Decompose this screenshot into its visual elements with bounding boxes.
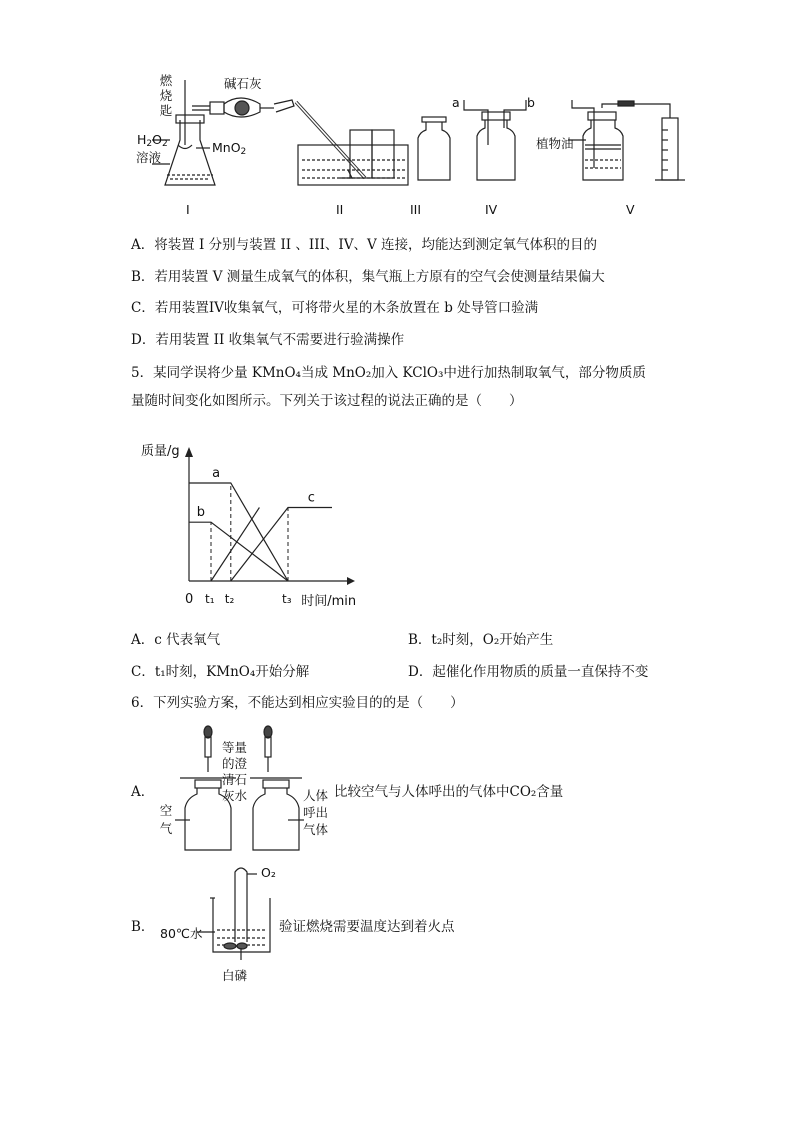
q6b-water-label: 80℃水 bbox=[160, 926, 203, 941]
mno2-text: MnO bbox=[212, 140, 241, 155]
rising-line bbox=[211, 508, 259, 582]
series-a bbox=[189, 483, 288, 581]
exhaled-line-1: 人体 bbox=[303, 788, 329, 803]
burn-spoon-char-2: 烧 bbox=[159, 88, 173, 103]
mno2-sub: 2 bbox=[240, 147, 247, 157]
device-v-bottle bbox=[568, 100, 685, 180]
dropper-label-line-2: 的澄 bbox=[222, 756, 248, 771]
q5-option-d: D．起催化作用物质的质量一直保持不变 bbox=[408, 664, 649, 680]
right-bottle bbox=[250, 778, 304, 850]
burn-spoon-label bbox=[158, 73, 174, 118]
q5-option-a: A．c 代表氧气 bbox=[131, 632, 221, 648]
dropper-label-line-1: 等量 bbox=[222, 740, 248, 755]
origin-label: 0 bbox=[185, 592, 194, 607]
y-axis-label: 质量/g bbox=[141, 444, 180, 459]
device-iii-bottle bbox=[418, 117, 450, 180]
device-ii-trough bbox=[296, 102, 408, 185]
q6a-dropper-label bbox=[222, 740, 247, 804]
tube-b-label: b bbox=[527, 95, 535, 110]
q5-stem-line1: 5．某同学误将少量 KMnO₄当成 MnO₂加入 KClO₃中进行加热制取氧气，部分物质质 bbox=[131, 365, 646, 381]
right-dropper bbox=[264, 726, 272, 772]
series-label-c: c bbox=[307, 490, 315, 506]
q4-option-b: B．若用装置 V 测量生成氧气的体积，集气瓶上方原有的空气会使测量结果偏大 bbox=[131, 269, 605, 285]
dropper-label-line-3: 清石 bbox=[222, 772, 248, 787]
q5-stem-line2: 量随时间变化如图所示。下列关于该过程的说法正确的是（ ） bbox=[131, 393, 523, 409]
series-b bbox=[189, 522, 288, 581]
q6a-left-bottle-label bbox=[158, 802, 174, 838]
x-axis-arrow bbox=[347, 577, 355, 585]
q5-option-b: B．t₂时刻，O₂开始产生 bbox=[408, 632, 554, 648]
burn-spoon-char-1: 燃 bbox=[159, 73, 173, 88]
exhaled-line-3: 气体 bbox=[303, 822, 329, 837]
burn-spoon-char-3: 匙 bbox=[159, 103, 173, 118]
left-dropper bbox=[204, 726, 212, 772]
soda-lime-label: 碱石灰 bbox=[224, 76, 262, 91]
solution-label: 溶液 bbox=[136, 150, 162, 165]
x-tick-label-2: t₂ bbox=[224, 592, 235, 606]
device-numeral-iv: IV bbox=[485, 202, 498, 217]
x-axis-label: 时间/min bbox=[301, 594, 357, 609]
air-char-1: 空 bbox=[159, 803, 173, 818]
q4-option-a: A．将装置 I 分别与装置 II 、III、IV、V 连接，均能达到测定氧气体积的目的 bbox=[131, 237, 598, 253]
q6a-purpose: 比较空气与人体呼出的气体中CO₂含量 bbox=[334, 784, 564, 800]
h2o2-sub2: 2 bbox=[161, 139, 168, 149]
q5-option-c: C．t₁时刻，KMnO₄开始分解 bbox=[131, 664, 310, 680]
device-numeral-v: V bbox=[626, 202, 635, 217]
y-axis-arrow bbox=[185, 447, 193, 457]
series-label-b: b bbox=[196, 505, 205, 521]
h2o2-sub: 2 bbox=[146, 139, 153, 149]
x-tick-label-1: t₁ bbox=[205, 592, 215, 606]
dropper-label-line-4: 灰水 bbox=[222, 788, 248, 803]
q6b-phosphorus-label: 白磷 bbox=[222, 968, 248, 983]
device-numeral-iii: III bbox=[410, 202, 422, 217]
series-label-a: a bbox=[212, 466, 221, 481]
air-char-2: 气 bbox=[159, 821, 173, 836]
x-tick-label-3: t₃ bbox=[282, 592, 292, 606]
mass-time-chart bbox=[135, 435, 365, 615]
veg-oil-label: 植物油 bbox=[536, 136, 574, 151]
q6a-right-bottle-label bbox=[303, 787, 328, 838]
q4-option-c: C．若用装置IV收集氧气，可将带火星的木条放置在 b 处导管口验满 bbox=[131, 300, 539, 316]
device-numeral-i: I bbox=[186, 202, 190, 217]
h2o2-label bbox=[137, 132, 168, 149]
h2o2-h: H bbox=[137, 132, 147, 147]
q6b-letter: B． bbox=[131, 919, 155, 935]
q6b-purpose: 验证燃烧需要温度达到着火点 bbox=[279, 919, 455, 935]
q6b-o2-label: O₂ bbox=[261, 865, 276, 880]
o2-tube bbox=[235, 868, 257, 942]
tube-a-label: a bbox=[452, 95, 460, 110]
device-numeral-ii: II bbox=[336, 202, 344, 217]
h2o2-o: O bbox=[152, 132, 162, 147]
mno2-label bbox=[212, 140, 246, 157]
q4-option-d: D．若用装置 II 收集氧气不需要进行验满操作 bbox=[131, 332, 405, 348]
q6a-letter: A． bbox=[131, 784, 155, 800]
q6-stem: 6．下列实验方案，不能达到相应实验目的的是（ ） bbox=[131, 695, 464, 711]
device-iv-bottle bbox=[464, 100, 526, 180]
exhaled-line-2: 呼出 bbox=[303, 805, 329, 820]
